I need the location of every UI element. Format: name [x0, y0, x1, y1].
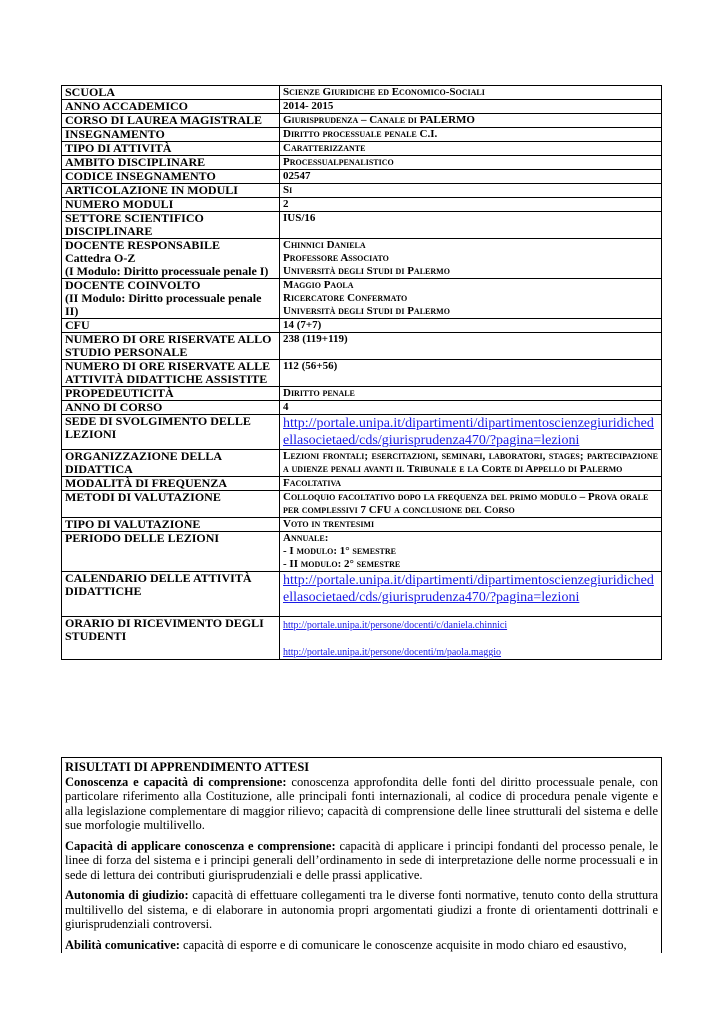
- outcome-applicare-label: Capacità di applicare conoscenza e comprensione:: [65, 838, 336, 853]
- label-anno-corso: ANNO DI CORSO: [62, 401, 280, 415]
- value-tipo-attivita: Caratterizzante: [280, 142, 662, 156]
- label-propedeuticita: PROPEDEUTICITÀ: [62, 387, 280, 401]
- docente-coinvolto-university: Università degli Studi di Palermo: [283, 305, 450, 317]
- table-row: [62, 279, 662, 319]
- learning-outcomes-heading: RISULTATI DI APPRENDIMENTO ATTESI: [65, 760, 310, 774]
- label-sede: SEDE DI SVOLGIMENTO DELLE LEZIONI: [62, 415, 280, 450]
- docente-responsabile-modulo: (I Modulo: Diritto processuale penale I): [65, 264, 269, 278]
- label-anno-accademico: ANNO ACCADEMICO: [62, 100, 280, 114]
- label-docente-responsabile: [62, 239, 280, 279]
- value-ambito: Processualpenalistico: [280, 156, 662, 170]
- table-row: [62, 142, 662, 156]
- label-codice: CODICE INSEGNAMENTO: [62, 170, 280, 184]
- learning-outcomes-section: [61, 757, 662, 953]
- label-ambito: AMBITO DISCIPLINARE: [62, 156, 280, 170]
- outcome-abilita-label: Abilità comunicative:: [65, 937, 180, 952]
- docente-coinvolto-name: Maggio Paola: [283, 279, 354, 291]
- label-ore-studio: NUMERO DI ORE RISERVATE ALLO STUDIO PERSONALE: [62, 333, 280, 360]
- docente-coinvolto-role: Ricercatore Confermato: [283, 292, 408, 304]
- label-tipo-attivita: TIPO DI ATTIVITÀ: [62, 142, 280, 156]
- periodo-modulo-2: - II modulo: 2° semestre: [283, 558, 401, 570]
- outcome-abilita: [65, 938, 658, 953]
- label-corso: CORSO DI LAUREA MAGISTRALE: [62, 114, 280, 128]
- label-ore-didattica: NUMERO DI ORE RISERVATE ALLE ATTIVITÀ DIDATTICHE ASSISTITE: [62, 360, 280, 387]
- outcome-conoscenza-label: Conoscenza e capacità di comprensione:: [65, 774, 287, 789]
- value-ore-studio: 238 (119+119): [280, 333, 662, 360]
- outcome-conoscenza: [65, 775, 658, 833]
- table-row: [62, 319, 662, 333]
- label-cfu: CFU: [62, 319, 280, 333]
- value-ore-didattica: 112 (56+56): [280, 360, 662, 387]
- table-row: [62, 491, 662, 518]
- outcome-autonomia-text: capacità di effettuare collegamenti tra le diverse fonti normative, tenuto conto della struttura multilivello del sistema, e di elaborare in autonomia propri argomentati giudizi a fronte di orientamenti dottrinali e giurisprudenziali controversi.: [65, 888, 659, 931]
- label-insegnamento: INSEGNAMENTO: [62, 128, 280, 142]
- outcome-applicare: [65, 839, 658, 883]
- value-corso: Giurisprudenza – Canale di PALERMO: [280, 114, 662, 128]
- table-row: [62, 184, 662, 198]
- value-organizzazione: Lezioni frontali; esercitazioni, seminari, laboratori, stages; partecipazione a udienze penali avanti il Tribunale e la Corte di Appello di Palermo: [280, 450, 662, 477]
- periodo-modulo-1: - I modulo: 1° semestre: [283, 545, 396, 557]
- value-propedeuticita: Diritto penale: [280, 387, 662, 401]
- table-row: [62, 518, 662, 532]
- table-row: [62, 128, 662, 142]
- label-settore: SETTORE SCIENTIFICO DISCIPLINARE: [62, 212, 280, 239]
- table-row: [62, 100, 662, 114]
- label-modalita: MODALITÀ DI FREQUENZA: [62, 477, 280, 491]
- outcome-autonomia: [65, 888, 658, 932]
- table-row: [62, 532, 662, 572]
- table-row: [62, 333, 662, 360]
- value-sede: [280, 415, 662, 450]
- docente-responsabile-role: Professore Associato: [283, 252, 389, 264]
- table-row: [62, 572, 662, 617]
- table-row: [62, 212, 662, 239]
- table-row: [62, 239, 662, 279]
- label-metodi: METODI DI VALUTAZIONE: [62, 491, 280, 518]
- label-docente-coinvolto: [62, 279, 280, 319]
- periodo-annuale: Annuale:: [283, 532, 329, 544]
- label-calendario: CALENDARIO DELLE ATTIVITÀ DIDATTICHE: [62, 572, 280, 617]
- value-modalita: Facoltativa: [280, 477, 662, 491]
- outcome-abilita-text: capacità di esporre e di comunicare le conoscenze acquisite in modo chiaro ed esaustivo,: [179, 937, 627, 952]
- value-metodi: Colloquio facoltativo dopo la frequenza del primo modulo – Prova orale per complessivi 7 CFU a conclusione del Corso: [280, 491, 662, 518]
- value-codice: 02547: [280, 170, 662, 184]
- docente-coinvolto-title: DOCENTE COINVOLTO: [65, 278, 201, 292]
- value-docente-responsabile: [280, 239, 662, 279]
- course-info-table: [61, 85, 662, 660]
- label-orario: ORARIO DI RICEVIMENTO DEGLI STUDENTI: [62, 617, 280, 660]
- label-organizzazione: ORGANIZZAZIONE DELLA DIDATTICA: [62, 450, 280, 477]
- label-periodo: PERIODO DELLE LEZIONI: [62, 532, 280, 572]
- orario-link-chinnici[interactable]: http://portale.unipa.it/persone/docenti/c/daniela.chinnici: [283, 620, 508, 631]
- value-numero-moduli: 2: [280, 198, 662, 212]
- table-row: [62, 477, 662, 491]
- docente-responsabile-cattedra: Cattedra O-Z: [65, 251, 136, 265]
- value-orario: [280, 617, 662, 660]
- value-tipo-valutazione: Voto in trentesimi: [280, 518, 662, 532]
- docente-responsabile-name: Chinnici Daniela: [283, 239, 366, 251]
- value-periodo: [280, 532, 662, 572]
- docente-responsabile-title: DOCENTE RESPONSABILE: [65, 238, 221, 252]
- value-settore: IUS/16: [280, 212, 662, 239]
- label-tipo-valutazione: TIPO DI VALUTAZIONE: [62, 518, 280, 532]
- table-row: [62, 170, 662, 184]
- value-insegnamento: Diritto processuale penale C.I.: [280, 128, 662, 142]
- table-row: [62, 114, 662, 128]
- label-numero-moduli: NUMERO MODULI: [62, 198, 280, 212]
- table-row: [62, 401, 662, 415]
- table-row: [62, 360, 662, 387]
- value-calendario: [280, 572, 662, 617]
- table-row: [62, 450, 662, 477]
- sede-link[interactable]: http://portale.unipa.it/dipartimenti/dipartimentoscienzegiuridichedellasocietaed/cds/giurisprudenza470/?pagina=lezioni: [283, 416, 654, 448]
- table-row: [62, 617, 662, 660]
- orario-link-maggio[interactable]: http://portale.unipa.it/persone/docenti/m/paola.maggio: [283, 647, 502, 658]
- docente-responsabile-university: Università degli Studi di Palermo: [283, 265, 450, 277]
- outcome-autonomia-label: Autonomia di giudizio:: [65, 888, 189, 902]
- value-docente-coinvolto: [280, 279, 662, 319]
- table-row: [62, 387, 662, 401]
- table-row: [62, 198, 662, 212]
- outcome-applicare-text: capacità di applicare i principi fondanti del processo penale, le linee di forza del sistema e i principi generali dell’ordinamento in sede di interpretazione delle norme processuali e in sede di lettura dei contributi giurisprudenziali e delle prassi applicative.: [65, 838, 658, 882]
- value-articolazione: Si: [280, 184, 662, 198]
- value-cfu: 14 (7+7): [280, 319, 662, 333]
- label-articolazione: ARTICOLAZIONE IN MODULI: [62, 184, 280, 198]
- table-row: [62, 156, 662, 170]
- value-anno-corso: 4: [280, 401, 662, 415]
- docente-coinvolto-modulo: (II Modulo: Diritto processuale penale II): [65, 291, 262, 318]
- value-anno-accademico: 2014- 2015: [280, 100, 662, 114]
- outcome-conoscenza-text: conoscenza approfondita delle fonti del diritto processuale penale, con particolare riferimento alla Costituzione, alle principali fonti internazionali, al codice di procedura penale vigente e alla legislazione complementare di maggior rilievo; capacità di comprensione delle linee strutturali del sistema e delle sue morfologie multilivello.: [65, 774, 658, 832]
- calendario-link[interactable]: http://portale.unipa.it/dipartimenti/dipartimentoscienzegiuridichedellasocietaed/cds/giurisprudenza470/?pagina=lezioni: [283, 573, 654, 605]
- label-scuola: SCUOLA: [62, 86, 280, 100]
- value-scuola: Scienze Giuridiche ed Economico-Sociali: [280, 86, 662, 100]
- table-row: [62, 415, 662, 450]
- table-row: [62, 86, 662, 100]
